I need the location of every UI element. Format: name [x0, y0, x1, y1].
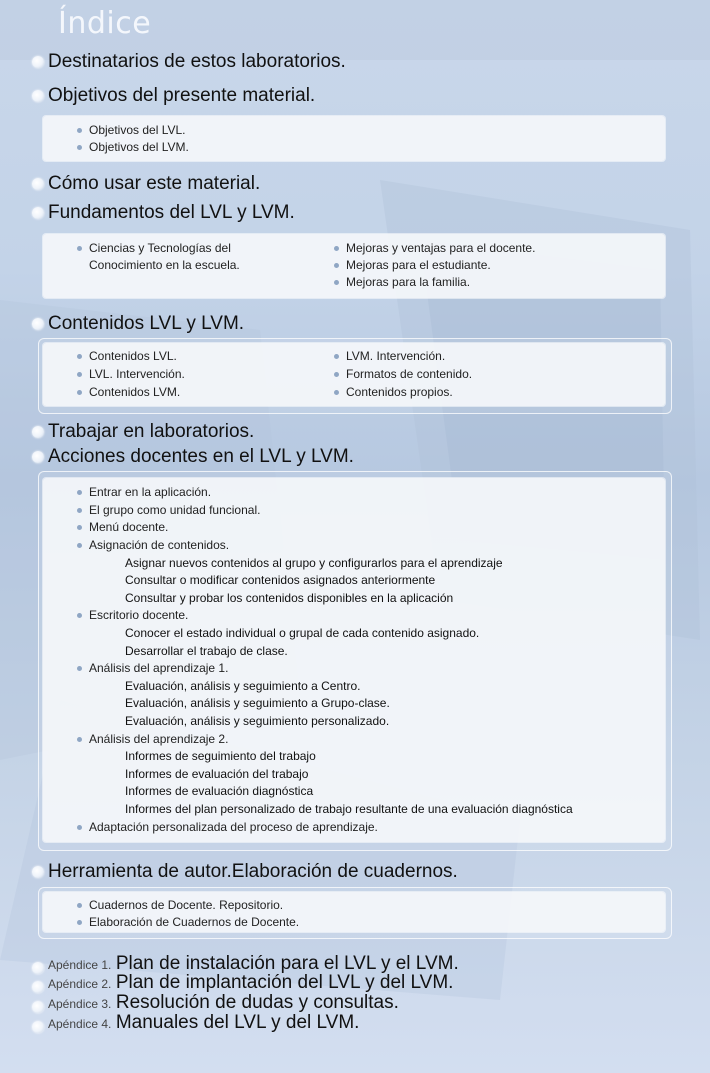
toc-subitem[interactable]: Informes de evaluación del trabajo — [125, 767, 309, 781]
toc-item-continuation[interactable]: Conocimiento en la escuela. — [89, 258, 240, 272]
toc-subitem[interactable]: Evaluación, análisis y seguimiento personalizado. — [125, 714, 390, 728]
heading-bullet-icon — [32, 1001, 44, 1013]
acciones-box — [43, 478, 665, 842]
toc-item[interactable]: LVL. Intervención. — [89, 367, 185, 382]
heading-bullet-icon — [32, 178, 44, 190]
bullet-dot-icon — [334, 246, 339, 251]
heading-bullet-icon — [32, 962, 44, 974]
toc-item[interactable]: Análisis del aprendizaje 2. — [89, 732, 228, 747]
page-title: Índice — [58, 6, 152, 41]
bullet-dot-icon — [77, 737, 82, 742]
bullet-dot-icon — [334, 390, 339, 395]
heading-contenidos[interactable]: Contenidos LVL y LVM. — [48, 313, 245, 334]
bullet-dot-icon — [77, 613, 82, 618]
bullet-dot-icon — [77, 490, 82, 495]
fundamentos-box — [43, 234, 665, 298]
bullet-dot-icon — [77, 666, 82, 671]
heading-bullet-icon — [32, 56, 44, 68]
toc-subitem[interactable]: Desarrollar el trabajo de clase. — [125, 644, 288, 658]
bullet-dot-icon — [334, 354, 339, 359]
heading-bullet-icon — [32, 981, 44, 993]
bullet-dot-icon — [334, 372, 339, 377]
appendix-3[interactable]: Apéndice 3. Resolución de dudas y consultas. — [48, 992, 399, 1013]
heading-herramienta[interactable]: Herramienta de autor.Elaboración de cuadernos. — [48, 861, 458, 882]
toc-item[interactable]: Adaptación personalizada del proceso de aprendizaje. — [89, 820, 378, 835]
bullet-dot-icon — [77, 903, 82, 908]
heading-bullet-icon — [32, 318, 44, 330]
toc-item[interactable]: Elaboración de Cuadernos de Docente. — [89, 915, 299, 930]
toc-subitem[interactable]: Asignar nuevos contenidos al grupo y configurarlos para el aprendizaje — [125, 556, 503, 570]
toc-subitem[interactable]: Consultar y probar los contenidos disponibles en la aplicación — [125, 591, 454, 605]
bullet-dot-icon — [334, 280, 339, 285]
toc-subitem[interactable]: Informes de evaluación diagnóstica — [125, 784, 314, 798]
heading-objetivos[interactable]: Objetivos del presente material. — [48, 85, 316, 106]
toc-subitem[interactable]: Informes de seguimiento del trabajo — [125, 749, 316, 763]
toc-item[interactable]: Contenidos LVM. — [89, 385, 180, 400]
heading-trabajar[interactable]: Trabajar en laboratorios. — [48, 421, 255, 442]
toc-item[interactable]: Entrar en la aplicación. — [89, 485, 211, 500]
heading-fundamentos[interactable]: Fundamentos del LVL y LVM. — [48, 202, 295, 223]
toc-item[interactable]: Mejoras para la familia. — [346, 275, 470, 290]
toc-item[interactable]: Objetivos del LVM. — [89, 140, 189, 155]
bullet-dot-icon — [334, 263, 339, 268]
heading-bullet-icon — [32, 426, 44, 438]
bullet-dot-icon — [77, 246, 82, 251]
toc-item[interactable]: Contenidos propios. — [346, 385, 453, 400]
heading-bullet-icon — [32, 866, 44, 878]
toc-item[interactable]: Mejoras para el estudiante. — [346, 258, 491, 273]
toc-subitem[interactable]: Conocer el estado individual o grupal de cada contenido asignado. — [125, 626, 480, 640]
appendix-1[interactable]: Apéndice 1. Plan de instalación para el LVL y el LVM. — [48, 953, 459, 974]
toc-item[interactable]: Menú docente. — [89, 520, 168, 535]
heading-bullet-icon — [32, 90, 44, 102]
bullet-dot-icon — [77, 920, 82, 925]
bullet-dot-icon — [77, 390, 82, 395]
appendix-4[interactable]: Apéndice 4. Manuales del LVL y del LVM. — [48, 1012, 360, 1033]
toc-item[interactable]: Objetivos del LVL. — [89, 123, 186, 138]
toc-item[interactable]: LVM. Intervención. — [346, 349, 445, 364]
heading-como-usar[interactable]: Cómo usar este material. — [48, 173, 261, 194]
bullet-dot-icon — [77, 145, 82, 150]
bullet-dot-icon — [77, 825, 82, 830]
toc-subitem[interactable]: Consultar o modificar contenidos asignados anteriormente — [125, 573, 436, 587]
toc-item[interactable]: Ciencias y Tecnologías del — [89, 241, 231, 256]
herramienta-box — [43, 892, 665, 932]
heading-acciones[interactable]: Acciones docentes en el LVL y LVM. — [48, 446, 354, 467]
heading-destinatarios[interactable]: Destinatarios de estos laboratorios. — [48, 51, 346, 72]
toc-subitem[interactable]: Evaluación, análisis y seguimiento a Grupo-clase. — [125, 696, 390, 710]
toc-item[interactable]: Contenidos LVL. — [89, 349, 177, 364]
toc-subitem[interactable]: Evaluación, análisis y seguimiento a Centro. — [125, 679, 361, 693]
contenidos-box — [43, 343, 665, 406]
bullet-dot-icon — [77, 354, 82, 359]
heading-bullet-icon — [32, 451, 44, 463]
heading-bullet-icon — [32, 207, 44, 219]
heading-bullet-icon — [32, 1021, 44, 1033]
toc-item[interactable]: Formatos de contenido. — [346, 367, 472, 382]
toc-item[interactable]: Mejoras y ventajas para el docente. — [346, 241, 535, 256]
appendix-2[interactable]: Apéndice 2. Plan de implantación del LVL y del LVM. — [48, 972, 454, 993]
bullet-dot-icon — [77, 372, 82, 377]
toc-subitem[interactable]: Informes del plan personalizado de trabajo resultante de una evaluación diagnóstica — [125, 802, 573, 816]
bullet-dot-icon — [77, 128, 82, 133]
toc-item[interactable]: Asignación de contenidos. — [89, 538, 229, 553]
toc-item[interactable]: Cuadernos de Docente. Repositorio. — [89, 898, 283, 913]
toc-item[interactable]: Escritorio docente. — [89, 608, 188, 623]
toc-item[interactable]: Análisis del aprendizaje 1. — [89, 661, 228, 676]
bullet-dot-icon — [77, 508, 82, 513]
bullet-dot-icon — [77, 525, 82, 530]
toc-item[interactable]: El grupo como unidad funcional. — [89, 503, 260, 518]
objetivos-box — [43, 116, 665, 161]
bullet-dot-icon — [77, 543, 82, 548]
